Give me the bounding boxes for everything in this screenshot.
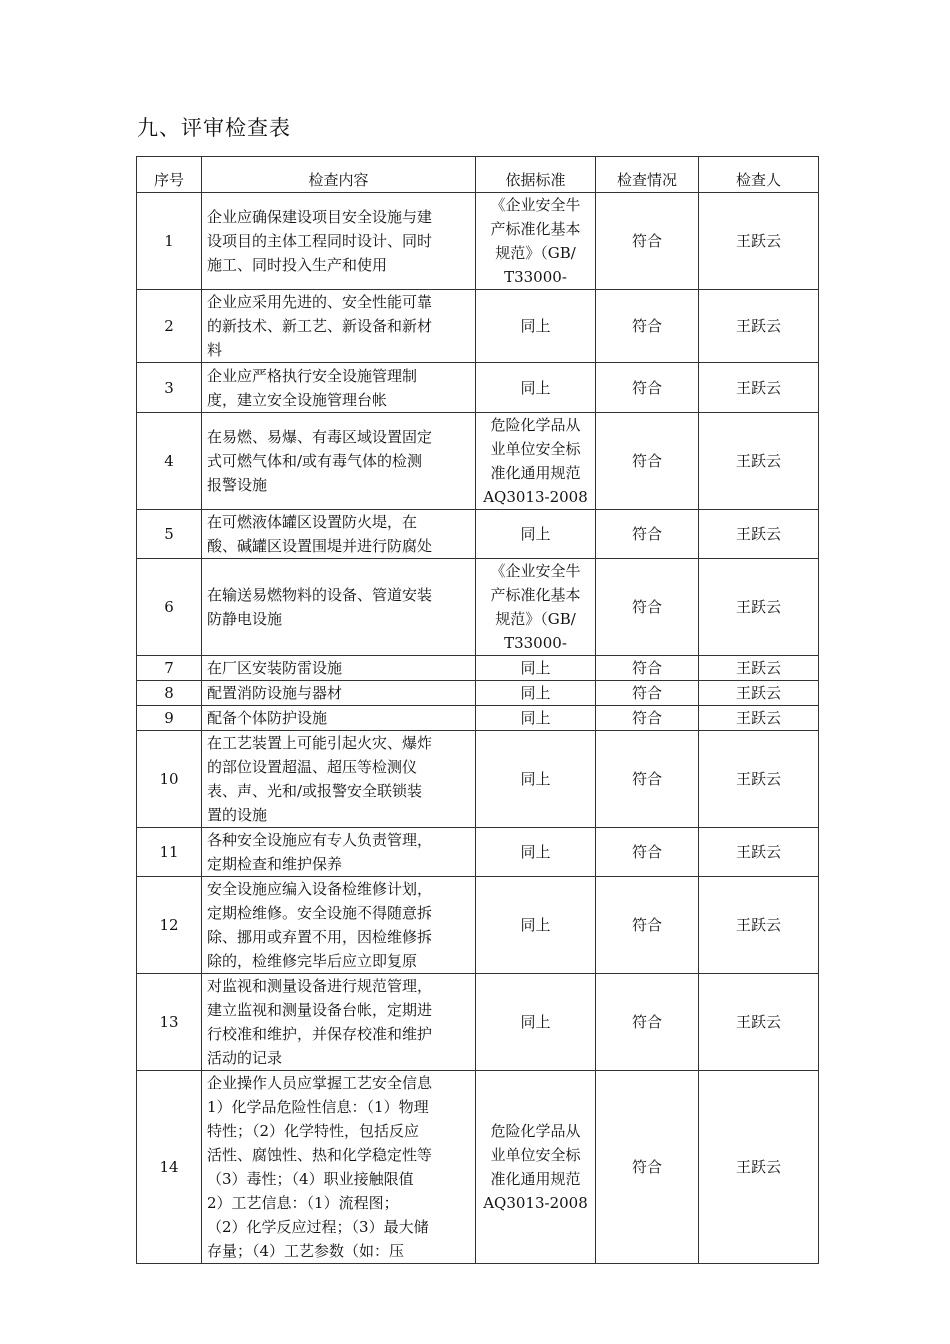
content-line: 企业应严格执行安全设施管理制 (207, 366, 418, 385)
basis-line: 《企业安全牛 (490, 562, 581, 580)
cell-basis (476, 1071, 596, 1264)
content-line: 在工艺装置上可能引起火灾、爆炸 (207, 734, 433, 752)
cell-status: 符合 (596, 681, 699, 706)
cell-inspector: 王跃云 (699, 877, 819, 974)
header-content: 检查内容 (202, 157, 476, 193)
content-line: 建立监视和测量设备台帐，定期进 (207, 1001, 433, 1019)
cell-content (202, 510, 476, 559)
cell-content (202, 681, 476, 706)
content-line: 料 (207, 341, 223, 359)
content-line: 报警设施 (207, 476, 268, 494)
basis-line: 危险化学品从 (490, 1122, 581, 1140)
content-line: 2）工艺信息：（1）流程图； (207, 1194, 399, 1212)
content-line: 在可燃液体罐区设置防火堤，在 (207, 513, 418, 531)
basis-line: 同上 (520, 770, 551, 788)
cell-inspector: 王跃云 (699, 681, 819, 706)
page-title: 九、评审检查表 (137, 116, 291, 140)
content-line: 设项目的主体工程同时设计、同时 (207, 232, 433, 250)
content-line: 在易燃、易爆、有毒区域设置固定 (207, 428, 433, 446)
content-line: 活动的记录 (207, 1049, 283, 1067)
cell-status: 符合 (596, 1071, 699, 1264)
header-basis: 依据标准 (476, 157, 596, 193)
basis-line: 规范》（GB/ (495, 610, 576, 628)
cell-inspector: 王跃云 (699, 706, 819, 731)
basis-line: 业单位安全标 (490, 440, 581, 458)
content-line: 安全设施应编入设备检维修计划， (207, 880, 433, 898)
content-line: 配备个体防护设施 (207, 709, 328, 727)
basis-line: 同上 (520, 916, 551, 934)
cell-seq: 12 (137, 877, 202, 974)
cell-content (202, 731, 476, 828)
cell-status: 符合 (596, 828, 699, 877)
cell-content (202, 974, 476, 1071)
cell-seq: 2 (137, 290, 202, 363)
cell-content (202, 1071, 476, 1264)
cell-seq: 9 (137, 706, 202, 731)
basis-line: AQ3013-2008 (483, 488, 588, 506)
basis-line: 危险化学品从 (490, 416, 581, 434)
cell-seq: 13 (137, 974, 202, 1071)
cell-content (202, 877, 476, 974)
table-body (137, 193, 819, 1264)
cell-seq: 5 (137, 510, 202, 559)
content-line: 企业应采用先进的、安全性能可靠 (207, 293, 433, 311)
basis-line: 同上 (520, 684, 551, 702)
content-line: 存量；（4）工艺参数（如：压 (207, 1242, 405, 1260)
content-line: 的部位设置超温、超压等检测仪 (207, 758, 418, 776)
cell-seq: 3 (137, 363, 202, 413)
review-checklist-table (136, 156, 819, 1264)
cell-status: 符合 (596, 193, 699, 290)
cell-inspector: 王跃云 (699, 828, 819, 877)
cell-status: 符合 (596, 510, 699, 559)
cell-seq: 11 (137, 828, 202, 877)
header-status: 检查情况 (596, 157, 699, 193)
basis-line: T33000- (504, 268, 567, 286)
basis-line: 准化通用规范 (490, 464, 581, 482)
basis-line: 同上 (520, 843, 551, 861)
content-line: 对监视和测量设备进行规范管理， (207, 977, 433, 995)
basis-line: 同上 (520, 317, 551, 335)
cell-status: 符合 (596, 290, 699, 363)
cell-content (202, 290, 476, 363)
basis-line: 产标准化基本 (490, 220, 581, 238)
content-line: 企业操作人员应掌握工艺安全信息 (207, 1074, 433, 1092)
content-line: 行校准和维护，并保存校准和维护 (207, 1025, 433, 1043)
cell-content (202, 193, 476, 290)
content-line: 表、声、光和/或报警安全联锁装 (207, 782, 423, 800)
content-line: 除的，检维修完毕后应立即复原 (207, 952, 418, 970)
content-line: 企业应确保建设项目安全设施与建 (207, 208, 433, 226)
content-line: 特性；（2）化学特性，包括反应 (207, 1122, 420, 1140)
content-line: （3）毒性；（4）职业接触限值 (207, 1170, 414, 1188)
cell-seq: 6 (137, 559, 202, 656)
content-line: （2）化学反应过程；（3）最大储 (207, 1218, 429, 1236)
cell-seq: 14 (137, 1071, 202, 1264)
table-row (137, 559, 819, 656)
cell-status: 符合 (596, 413, 699, 510)
cell-basis (476, 974, 596, 1071)
table-row (137, 363, 819, 413)
cell-basis (476, 706, 596, 731)
basis-line: AQ3013-2008 (483, 1194, 588, 1212)
cell-inspector: 王跃云 (699, 1071, 819, 1264)
content-line: 定期检维修。安全设施不得随意拆 (207, 904, 433, 922)
header-inspector: 检查人 (699, 157, 819, 193)
content-line: 度，建立安全设施管理台帐 (207, 390, 388, 409)
content-line: 除、挪用或弃置不用，因检维修拆 (207, 928, 433, 946)
table-row (137, 290, 819, 363)
content-line: 施工、同时投入生产和使用 (207, 256, 388, 274)
basis-line: 规范》（GB/ (495, 244, 576, 262)
table-row (137, 193, 819, 290)
table-header-row (137, 157, 819, 193)
table-row (137, 510, 819, 559)
cell-seq: 4 (137, 413, 202, 510)
basis-line: T33000- (504, 634, 567, 652)
content-line: 在厂区安装防雷设施 (207, 659, 343, 677)
cell-seq: 7 (137, 656, 202, 681)
cell-content (202, 706, 476, 731)
content-line: 防静电设施 (207, 610, 283, 628)
table-row (137, 974, 819, 1071)
header-seq: 序号 (137, 157, 202, 193)
basis-line: 同上 (520, 709, 551, 727)
cell-inspector: 王跃云 (699, 974, 819, 1071)
content-line: 活性、腐蚀性、热和化学稳定性等 (207, 1146, 433, 1164)
cell-status: 符合 (596, 706, 699, 731)
cell-status: 符合 (596, 974, 699, 1071)
cell-inspector: 王跃云 (699, 290, 819, 363)
content-line: 配置消防设施与器材 (207, 684, 343, 702)
table-row (137, 731, 819, 828)
content-line: 式可燃气体和/或有毒气体的检测 (207, 452, 423, 470)
cell-inspector: 王跃云 (699, 559, 819, 656)
cell-seq: 8 (137, 681, 202, 706)
cell-basis (476, 193, 596, 290)
basis-line: 同上 (520, 659, 551, 677)
content-line: 定期检查和维护保养 (207, 855, 343, 873)
basis-line: 《企业安全牛 (490, 196, 581, 214)
basis-line: 同上 (520, 1013, 551, 1031)
table-row (137, 877, 819, 974)
cell-status: 符合 (596, 559, 699, 656)
content-line: 酸、碱罐区设置围堤并进行防腐处 (207, 537, 433, 555)
basis-line: 同上 (520, 525, 551, 543)
cell-basis (476, 731, 596, 828)
cell-content (202, 363, 476, 413)
cell-basis (476, 877, 596, 974)
cell-inspector: 王跃云 (699, 413, 819, 510)
cell-basis (476, 510, 596, 559)
cell-inspector: 王跃云 (699, 510, 819, 559)
cell-content (202, 828, 476, 877)
basis-line: 准化通用规范 (490, 1170, 581, 1188)
cell-basis (476, 656, 596, 681)
table-row (137, 413, 819, 510)
table-row (137, 656, 819, 681)
table-row (137, 681, 819, 706)
cell-status: 符合 (596, 731, 699, 828)
cell-seq: 1 (137, 193, 202, 290)
cell-basis (476, 363, 596, 413)
cell-status: 符合 (596, 656, 699, 681)
cell-content (202, 559, 476, 656)
cell-status: 符合 (596, 363, 699, 413)
content-line: 的新技术、新工艺、新设备和新材 (207, 317, 433, 335)
cell-inspector: 王跃云 (699, 731, 819, 828)
cell-content (202, 413, 476, 510)
content-line: 置的设施 (207, 806, 268, 824)
content-line: 在输送易燃物料的设备、管道安装 (207, 586, 433, 604)
cell-inspector: 王跃云 (699, 193, 819, 290)
basis-line: 产标准化基本 (490, 586, 581, 604)
content-line: 各种安全设施应有专人负责管理， (207, 831, 433, 849)
table-row (137, 706, 819, 731)
cell-basis (476, 828, 596, 877)
content-line: 1）化学品危险性信息：（1）物理 (207, 1098, 429, 1116)
cell-content (202, 656, 476, 681)
cell-basis (476, 559, 596, 656)
cell-basis (476, 413, 596, 510)
cell-basis (476, 290, 596, 363)
cell-inspector: 王跃云 (699, 363, 819, 413)
cell-seq: 10 (137, 731, 202, 828)
basis-line: 业单位安全标 (490, 1146, 581, 1164)
table-row (137, 1071, 819, 1264)
table-row (137, 828, 819, 877)
cell-basis (476, 681, 596, 706)
basis-line: 同上 (520, 378, 551, 397)
cell-inspector: 王跃云 (699, 656, 819, 681)
cell-status: 符合 (596, 877, 699, 974)
